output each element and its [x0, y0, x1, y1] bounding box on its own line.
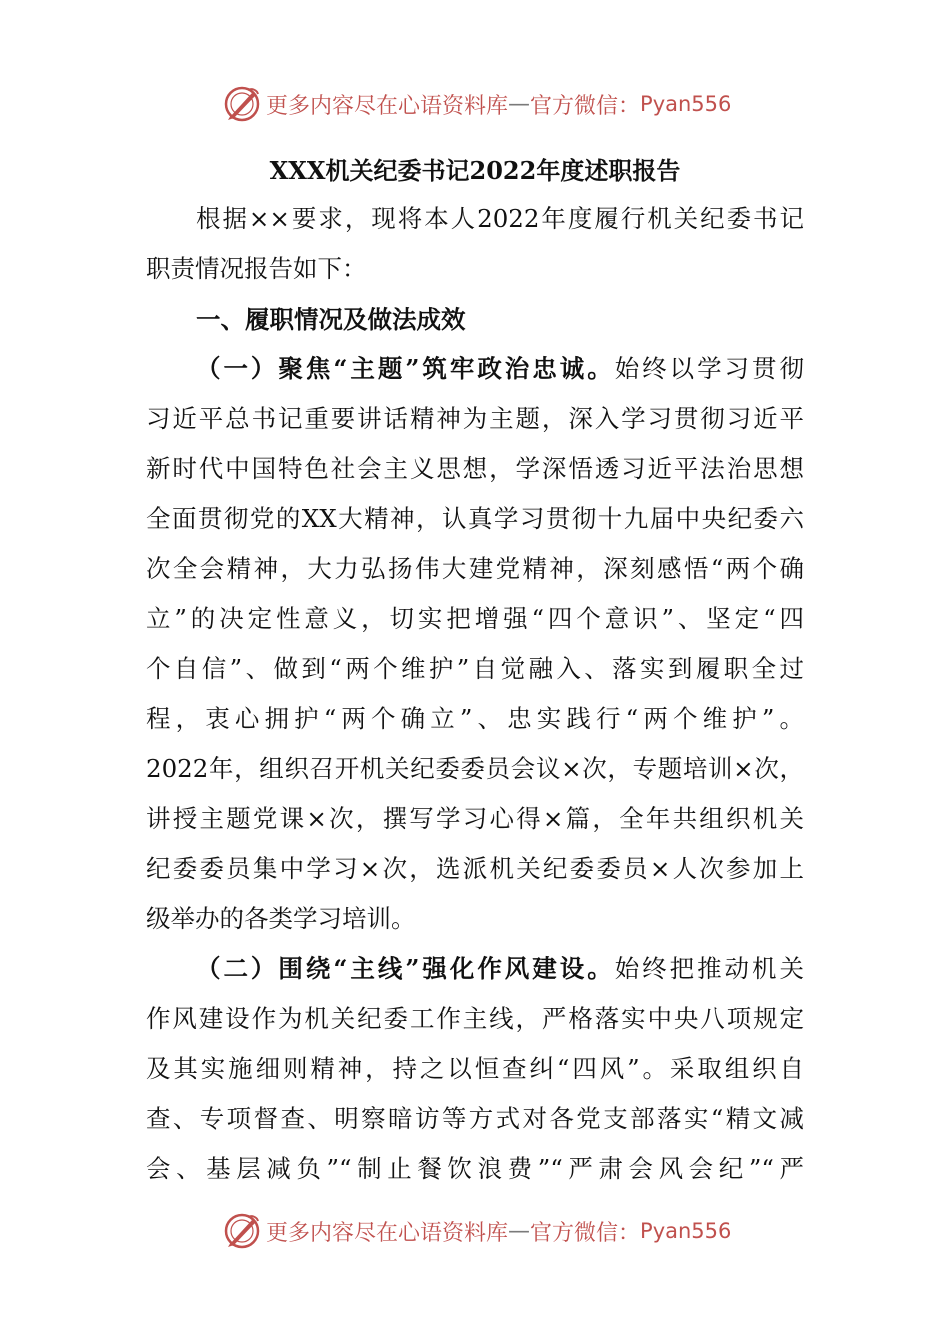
watermark-contact-label: 官方微信：	[530, 1220, 641, 1246]
sub2-line: 作风建设作为机关纪委工作主线，严格落实中央八项规定	[146, 1004, 804, 1033]
watermark-separator: —	[508, 1218, 531, 1244]
sub2-line: 及其实施细则精神，持之以恒查纠“四风”。采取组织自	[146, 1054, 804, 1083]
pen-seal-logo-icon	[222, 1211, 262, 1251]
sub2-first-line	[196, 949, 804, 989]
sub1-line: 2022年，组织召开机关纪委委员会议×次，专题培训×次，	[146, 754, 804, 783]
sub1-line: 新时代中国特色社会主义思想，学深悟透习近平法治思想	[146, 454, 804, 483]
sub1-line: 个自信”、做到“两个维护”自觉融入、落实到履职全过	[146, 654, 804, 683]
sub1-line: 讲授主题党课×次，撰写学习心得×篇，全年共组织机关	[146, 804, 804, 833]
section-heading: 一、履职情况及做法成效	[196, 305, 466, 334]
sub1-line: 纪委委员集中学习×次，选派机关纪委委员×人次参加上	[146, 854, 804, 883]
watermark-footer	[222, 1211, 731, 1251]
watermark-handle: Pyan556	[640, 92, 732, 116]
sub1-line: 次全会精神，大力弘扬伟大建党精神，深刻感悟“两个确	[146, 554, 804, 583]
sub2-line: 查、专项督查、明察暗访等方式对各党支部落实“精文减	[146, 1104, 804, 1133]
sub1-line: 级举办的各类学习培训。	[146, 904, 416, 933]
watermark-text: 更多内容尽在心语资料库	[266, 93, 509, 119]
watermark-separator: —	[508, 91, 531, 117]
sub1-line: 立”的决定性意义，切实把增强“四个意识”、坚定“四	[146, 604, 804, 633]
sub1-line: 全面贯彻党的XX大精神，认真学习贯彻十九届中央纪委六	[146, 504, 804, 533]
sub1-first-line-text: 始终以学习贯彻	[614, 354, 804, 383]
watermark-handle: Pyan556	[640, 1219, 732, 1243]
sub1-heading: （一）聚焦“主题”筑牢政治忠诚。	[196, 354, 615, 383]
sub2-first-line-text: 始终把推动机关	[614, 954, 804, 983]
pen-seal-logo-icon	[222, 84, 262, 124]
document-title: XXX机关纪委书记2022年度述职报告	[269, 156, 681, 185]
watermark-text: 更多内容尽在心语资料库	[266, 1220, 509, 1246]
sub1-line: 习近平总书记重要讲话精神为主题，深入学习贯彻习近平	[146, 404, 804, 433]
intro-line-2: 职责情况报告如下：	[146, 254, 367, 283]
watermark-contact-label: 官方微信：	[530, 93, 641, 119]
sub2-line: 会、基层减负”“制止餐饮浪费”“严肃会风会纪”“严	[146, 1154, 804, 1183]
sub2-heading: （二）围绕“主线”强化作风建设。	[196, 954, 615, 983]
intro-line-1: 根据××要求，现将本人2022年度履行机关纪委书记	[196, 204, 804, 233]
sub1-line: 程，衷心拥护“两个确立”、忠实践行“两个维护”。	[146, 704, 804, 733]
watermark-header	[222, 84, 731, 124]
sub1-first-line	[196, 349, 804, 389]
